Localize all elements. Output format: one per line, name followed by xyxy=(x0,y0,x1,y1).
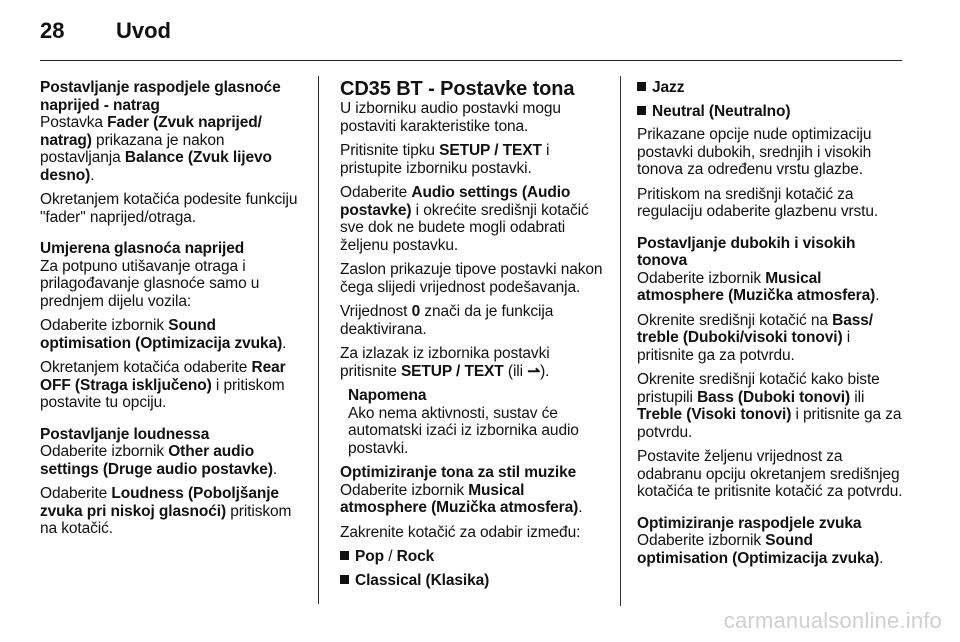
column-right xyxy=(637,79,903,574)
list-item: Neutral (Neutralno) xyxy=(637,103,903,121)
paragraph: Okrenite središnji kotačić kako biste pristupili Bass (Duboki tonovi) ili Treble (Visoki tonovi) i pritisnite ga za potvrdu. xyxy=(637,371,902,441)
section-heading: Optimiziranje raspodjele zvuka xyxy=(637,514,862,532)
paragraph: Odaberite izbornik Sound optimisation (Optimizacija zvuka). xyxy=(40,317,287,352)
page-header xyxy=(40,18,171,44)
chapter-heading: CD35 BT - Postavke tona xyxy=(340,78,575,100)
column-middle xyxy=(340,79,610,595)
paragraph: Okretanjem kotačića odaberite Rear OFF (Straga isključeno) i pritiskom postavite tu opciju. xyxy=(40,359,286,411)
bullet-icon xyxy=(340,551,349,560)
paragraph: Pritisnite tipku SETUP / TEXT i pristupite izborniku postavki. xyxy=(340,142,550,177)
paragraph: Odaberite izbornik Sound optimisation (Optimizacija zvuka). xyxy=(637,532,884,567)
section-heading: Optimiziranje tona za stil muzike xyxy=(340,464,577,481)
section-front-volume xyxy=(40,240,308,412)
section-sound-distribution xyxy=(637,515,903,568)
paragraph: Okretanjem kotačića podesite funkciju "fader" naprijed/otraga. xyxy=(40,191,298,226)
section-heading: Postavljanje dubokih i visokih tonova xyxy=(637,234,856,269)
section-loudness xyxy=(40,426,308,538)
list-item: Classical (Klasika) xyxy=(340,572,610,590)
paragraph: Odaberite Audio settings (Audio postavke) i okrećite središnji kotačić sve dok ne budete mogli odabrati željenu postavku. xyxy=(340,184,589,254)
paragraph: Postavite željenu vrijednost za odabranu opciju okretanjem središnjeg kotačića te pritisnite kotačić za potvrdu. xyxy=(637,448,903,500)
paragraph: Pritiskom na središnji kotačić za regulaciju odaberite glazbenu vrstu. xyxy=(637,185,879,220)
column-left xyxy=(40,79,308,545)
paragraph: Prikazane opcije nude optimizaciju postavki dubokih, srednjih i visokih tonova za određenu vrstu glazbe. xyxy=(637,126,872,178)
list-item: Jazz xyxy=(637,79,903,97)
bullet-icon xyxy=(340,575,349,584)
paragraph: U izborniku audio postavki mogu postaviti karakteristike tona. xyxy=(340,100,561,135)
column-divider-2 xyxy=(620,76,621,606)
header-rule xyxy=(40,60,902,61)
bullet-icon xyxy=(637,82,646,91)
paragraph: Odaberite izbornik Other audio settings (Druge audio postavke). xyxy=(40,443,278,478)
paragraph: Zaslon prikazuje tipove postavki nakon čega slijedi vrijednost podešavanja. xyxy=(340,261,603,296)
paragraph: Odaberite Loudness (Poboljšanje zvuka pri niskoj glasnoći) pritiskom na kotačić. xyxy=(40,485,292,537)
bullet-icon xyxy=(637,106,646,115)
page-number: 28 xyxy=(40,18,65,43)
paragraph: Zakrenite kotačić za odabir između: xyxy=(340,523,581,541)
list-item: Pop / Rock xyxy=(340,548,610,566)
section-fader xyxy=(40,79,308,226)
paragraph: Postavka Fader (Zvuk naprijed/ natrag) prikazana je nakon postavljanja Balance (Zvuk lijevo desno). xyxy=(40,114,272,184)
column-divider-1 xyxy=(318,76,319,604)
note-title: Napomena xyxy=(348,387,427,404)
page-title: Uvod xyxy=(116,18,171,43)
paragraph: Okrenite središnji kotačić na Bass/ treble (Duboki/visoki tonovi) i pritisnite ga za potvrdu. xyxy=(637,311,874,364)
watermark: carmanualsonline.info xyxy=(723,608,942,633)
paragraph: Vrijednost 0 znači da je funkcija deaktivirana. xyxy=(340,303,554,338)
paragraph: Odaberite izbornik Musical atmosphere (Muzička atmosfera). xyxy=(637,269,880,304)
paragraph: Za izlazak iz izbornika postavki pritisnite SETUP / TEXT (ili ⇀). xyxy=(340,345,550,380)
section-heading: Postavljanje raspodjele glasnoće naprijed - natrag xyxy=(40,79,281,114)
paragraph: Za potpuno utišavanje otraga i prilagođavanje glasnoće samo u prednjem dijelu vozila: xyxy=(40,257,260,310)
paragraph: Odaberite izbornik Musical atmosphere (Muzička atmosfera). xyxy=(340,481,583,516)
note-text: Ako nema aktivnosti, sustav će automatski izaći iz izbornika audio postavki. xyxy=(348,404,579,457)
section-bass-treble xyxy=(637,235,903,501)
section-heading: Umjerena glasnoća naprijed xyxy=(40,240,245,257)
note-box xyxy=(348,387,610,457)
return-arrow-icon: ⇀ xyxy=(527,362,541,380)
section-music-style xyxy=(340,464,610,589)
section-heading: Postavljanje loudnessa xyxy=(40,425,210,443)
